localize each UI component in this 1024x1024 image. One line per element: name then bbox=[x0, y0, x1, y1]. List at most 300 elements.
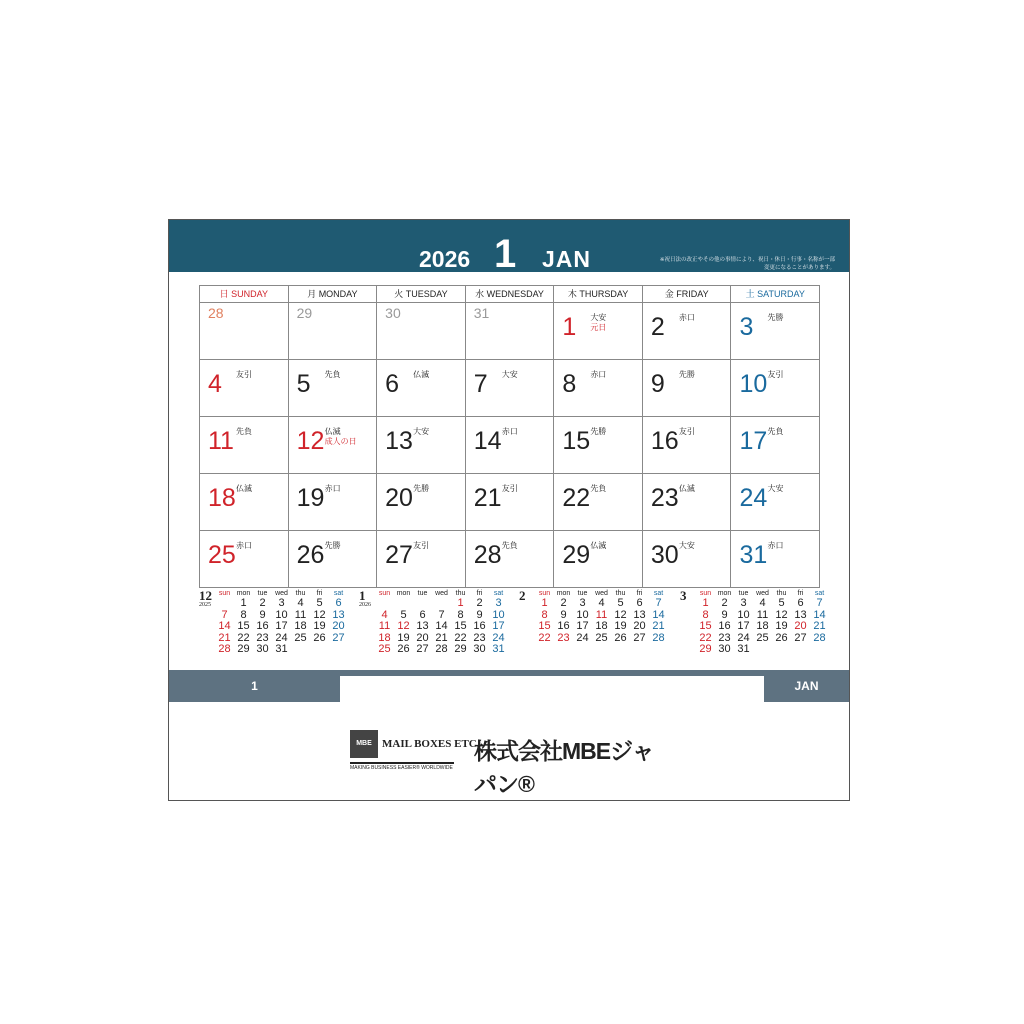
mini-weekday: wed bbox=[595, 589, 608, 597]
weekday-header: 土 SATURDAY bbox=[730, 286, 820, 302]
mini-day: 12 bbox=[397, 620, 410, 632]
day-number: 8 bbox=[562, 370, 577, 398]
mini-day: 2 bbox=[259, 597, 266, 609]
mini-day: 2 bbox=[721, 597, 728, 609]
mini-day: 27 bbox=[794, 631, 807, 644]
day-cell[interactable] bbox=[199, 360, 288, 416]
mini-month-number: 1 bbox=[359, 588, 366, 603]
mini-day: 8 bbox=[240, 608, 247, 621]
mini-day: 21 bbox=[813, 620, 826, 632]
day-cell[interactable] bbox=[465, 474, 554, 530]
mini-day: 3 bbox=[278, 597, 285, 609]
mini-day bbox=[413, 598, 432, 610]
day-cell[interactable] bbox=[730, 531, 820, 587]
mini-day: 13 bbox=[332, 608, 345, 621]
mini-day: 13 bbox=[794, 608, 807, 621]
mini-day: 12 bbox=[614, 608, 627, 621]
mini-day: 5 bbox=[778, 597, 785, 609]
day-cell[interactable] bbox=[553, 531, 642, 587]
mini-weekday: wed bbox=[756, 589, 769, 597]
mini-day bbox=[215, 598, 234, 610]
rokuyo-label: 赤口 bbox=[324, 484, 341, 493]
mini-day: 24 bbox=[492, 631, 505, 644]
mini-day bbox=[329, 644, 348, 656]
mini-day: 27 bbox=[416, 643, 429, 655]
rokuyo-label: 先負 bbox=[501, 541, 518, 550]
day-number: 1 bbox=[562, 313, 577, 341]
day-number: 4 bbox=[208, 370, 222, 398]
mini-day: 16 bbox=[256, 620, 269, 632]
rokuyo-label: 赤口 bbox=[501, 427, 518, 436]
mini-day: 21 bbox=[435, 631, 448, 644]
mini-day: 4 bbox=[297, 597, 304, 609]
day-cell[interactable] bbox=[730, 417, 820, 473]
day-number: 6 bbox=[385, 370, 400, 398]
rokuyo-label: 赤口 bbox=[767, 541, 784, 550]
rokuyo-label: 仏滅 bbox=[590, 541, 607, 550]
mini-day: 18 bbox=[595, 620, 608, 632]
mini-day: 25 bbox=[378, 643, 391, 655]
mini-weekday: fri bbox=[476, 589, 483, 597]
mini-day: 29 bbox=[237, 643, 250, 655]
day-number: 15 bbox=[562, 427, 591, 455]
day-cell[interactable] bbox=[288, 360, 377, 416]
rokuyo-label: 仏滅 bbox=[413, 370, 430, 379]
mini-day: 7 bbox=[438, 608, 445, 621]
weekday-header: 月 MONDAY bbox=[288, 286, 377, 302]
mini-day: 28 bbox=[435, 643, 448, 655]
day-number: 31 bbox=[473, 305, 490, 321]
day-number: 28 bbox=[208, 305, 224, 321]
mini-weekday: sun bbox=[699, 589, 712, 597]
day-cell[interactable] bbox=[288, 417, 377, 473]
mini-day bbox=[753, 644, 772, 656]
mini-day bbox=[375, 598, 394, 610]
mini-day: 7 bbox=[816, 597, 823, 609]
rokuyo-label: 大安 bbox=[590, 313, 607, 322]
mini-day bbox=[791, 644, 810, 656]
mini-day: 31 bbox=[275, 643, 288, 655]
mini-day: 7 bbox=[221, 608, 228, 621]
mini-day: 8 bbox=[457, 608, 464, 621]
mini-day: 19 bbox=[775, 620, 788, 632]
mini-day: 2 bbox=[560, 597, 567, 609]
mini-weekday: wed bbox=[275, 589, 288, 597]
rokuyo-label: 大安 bbox=[413, 427, 430, 436]
mini-year: 2025 bbox=[199, 602, 211, 608]
mini-day: 18 bbox=[756, 620, 769, 632]
mini-month-number: 12 bbox=[199, 588, 212, 603]
day-cell[interactable] bbox=[642, 417, 731, 473]
mini-day: 23 bbox=[557, 631, 570, 644]
mini-day: 11 bbox=[294, 608, 307, 621]
mini-weekday: thu bbox=[776, 589, 787, 597]
mini-calendar bbox=[199, 588, 349, 660]
day-cell[interactable] bbox=[376, 417, 465, 473]
rokuyo-label: 先勝 bbox=[678, 370, 695, 379]
mini-day: 18 bbox=[294, 620, 307, 632]
day-number: 11 bbox=[208, 427, 234, 455]
day-cell[interactable] bbox=[376, 303, 465, 359]
rokuyo-label: 先勝 bbox=[324, 541, 341, 550]
day-cell[interactable] bbox=[553, 474, 642, 530]
day-number: 14 bbox=[473, 427, 502, 455]
weekday-header: 金 FRIDAY bbox=[642, 286, 731, 302]
mini-day: 22 bbox=[538, 631, 551, 644]
day-number: 30 bbox=[650, 541, 679, 569]
rokuyo-label: 先勝 bbox=[767, 313, 784, 322]
month-grid bbox=[199, 285, 820, 584]
mini-day: 17 bbox=[492, 620, 505, 632]
mini-calendar bbox=[680, 588, 830, 660]
mini-weekday: mon bbox=[556, 589, 571, 597]
mini-day: 7 bbox=[655, 597, 662, 609]
mini-day: 6 bbox=[419, 608, 426, 621]
rokuyo-label: 大安 bbox=[678, 541, 695, 550]
mini-calendar bbox=[519, 588, 669, 660]
day-cell[interactable] bbox=[288, 531, 377, 587]
mini-day: 17 bbox=[737, 620, 750, 632]
mini-weekday: tue bbox=[738, 589, 749, 597]
mini-weekday: thu bbox=[615, 589, 626, 597]
mini-day: 26 bbox=[313, 631, 326, 644]
rokuyo-label: 先負 bbox=[590, 484, 607, 493]
weeks-container bbox=[199, 303, 820, 588]
mini-weekday: mon bbox=[236, 589, 251, 597]
day-number: 19 bbox=[296, 484, 325, 512]
day-number: 12 bbox=[296, 427, 325, 455]
day-cell[interactable] bbox=[465, 360, 554, 416]
mbe-logo-mark: MBE bbox=[350, 730, 378, 758]
day-cell[interactable] bbox=[730, 303, 820, 359]
mini-weekday: sun bbox=[218, 589, 231, 597]
day-number: 16 bbox=[650, 427, 679, 455]
day-cell[interactable] bbox=[199, 531, 288, 587]
mini-day: 27 bbox=[332, 631, 345, 644]
mini-calendar-table bbox=[696, 588, 829, 656]
mini-day: 19 bbox=[313, 620, 326, 632]
mini-day: 31 bbox=[737, 643, 750, 655]
day-number: 30 bbox=[385, 305, 401, 321]
mini-day: 29 bbox=[454, 643, 467, 655]
mini-day: 10 bbox=[576, 608, 589, 621]
rokuyo-label: 友引 bbox=[413, 541, 430, 550]
mini-day: 28 bbox=[652, 631, 665, 644]
mini-day: 15 bbox=[454, 620, 467, 632]
week-row bbox=[199, 303, 820, 360]
mini-day: 16 bbox=[718, 620, 731, 632]
mini-day: 4 bbox=[381, 608, 388, 621]
day-number: 3 bbox=[739, 313, 754, 341]
day-cell[interactable] bbox=[642, 360, 731, 416]
day-number: 23 bbox=[650, 484, 679, 512]
mini-month-number: 3 bbox=[680, 588, 687, 603]
header-note: ※祝日法の改正やその他の事情により、祝日・休日・行事・名称が一部変更になることがあります。 bbox=[659, 257, 835, 271]
mini-day: 12 bbox=[313, 608, 326, 621]
mini-day: 9 bbox=[560, 608, 567, 621]
day-number: 9 bbox=[650, 370, 665, 398]
mini-day: 21 bbox=[218, 631, 231, 644]
day-cell[interactable] bbox=[199, 474, 288, 530]
mini-day: 4 bbox=[759, 597, 766, 609]
day-cell[interactable] bbox=[288, 474, 377, 530]
mini-day: 2 bbox=[476, 597, 483, 609]
mini-weekday: fri bbox=[636, 589, 643, 597]
mini-weekday: thu bbox=[295, 589, 306, 597]
holiday-label: 元日 bbox=[590, 323, 607, 332]
mini-calendar-table bbox=[375, 588, 508, 656]
weekday-header: 水 WEDNESDAY bbox=[465, 286, 554, 302]
mini-calendar bbox=[359, 588, 509, 660]
mini-month-number: 2 bbox=[519, 588, 526, 603]
rokuyo-label: 赤口 bbox=[590, 370, 607, 379]
mini-day: 15 bbox=[538, 620, 551, 632]
mini-day: 5 bbox=[617, 597, 624, 609]
mini-day bbox=[394, 598, 413, 610]
rokuyo-label: 先勝 bbox=[590, 427, 607, 436]
mini-day: 19 bbox=[397, 631, 410, 644]
mini-day: 17 bbox=[576, 620, 589, 632]
mini-day: 28 bbox=[813, 631, 826, 644]
footer-bar bbox=[340, 670, 764, 676]
rokuyo-label: 先負 bbox=[324, 370, 341, 379]
day-cell[interactable] bbox=[376, 360, 465, 416]
mini-day: 25 bbox=[294, 631, 307, 644]
calendar-header bbox=[169, 220, 849, 276]
mini-day: 30 bbox=[473, 643, 486, 655]
company-name: 株式会社MBEジャパン® bbox=[474, 738, 654, 797]
rokuyo-label: 仏滅 bbox=[236, 484, 252, 493]
mini-calendar-table bbox=[535, 588, 668, 644]
day-number: 2 bbox=[650, 313, 665, 341]
rokuyo-label: 仏滅 bbox=[324, 427, 341, 436]
mini-weekday: fri bbox=[797, 589, 804, 597]
mini-day: 20 bbox=[416, 631, 429, 644]
mini-day: 25 bbox=[756, 631, 769, 644]
mini-day: 14 bbox=[218, 620, 231, 632]
day-number: 31 bbox=[739, 541, 768, 569]
day-number: 7 bbox=[473, 370, 488, 398]
rokuyo-label: 友引 bbox=[236, 370, 252, 379]
mini-day: 21 bbox=[652, 620, 665, 632]
mini-weekday: sun bbox=[538, 589, 551, 597]
day-cell[interactable] bbox=[553, 303, 642, 359]
mini-day: 15 bbox=[237, 620, 250, 632]
mini-day: 26 bbox=[614, 631, 627, 644]
mini-day: 6 bbox=[636, 597, 643, 609]
mini-day: 30 bbox=[256, 643, 269, 655]
rokuyo-label: 友引 bbox=[678, 427, 695, 436]
day-number: 29 bbox=[562, 541, 591, 569]
day-number: 10 bbox=[739, 370, 768, 398]
mini-weekday: mon bbox=[396, 589, 411, 597]
mini-day: 1 bbox=[541, 597, 548, 609]
mini-day: 3 bbox=[740, 597, 747, 609]
mini-weekday: thu bbox=[455, 589, 466, 597]
week-row bbox=[199, 531, 820, 588]
rokuyo-label: 仏滅 bbox=[678, 484, 695, 493]
mini-day: 5 bbox=[316, 597, 323, 609]
mini-weekday: sat bbox=[814, 589, 825, 597]
day-cell[interactable] bbox=[465, 303, 554, 359]
mini-day: 26 bbox=[775, 631, 788, 644]
day-cell[interactable] bbox=[553, 360, 642, 416]
weekday-header: 木 THURSDAY bbox=[553, 286, 642, 302]
day-number: 20 bbox=[385, 484, 413, 512]
rokuyo-label: 友引 bbox=[501, 484, 518, 493]
day-number: 21 bbox=[473, 484, 502, 512]
day-cell[interactable] bbox=[199, 303, 288, 359]
rokuyo-label: 友引 bbox=[767, 370, 784, 379]
day-cell[interactable] bbox=[730, 474, 820, 530]
mbe-tagline: MAKING BUSINESS EASIER® WORLDWIDE bbox=[350, 762, 454, 771]
day-cell[interactable] bbox=[199, 417, 288, 473]
mini-weekday: sat bbox=[493, 589, 504, 597]
mini-day: 6 bbox=[335, 597, 342, 609]
mini-day bbox=[291, 644, 310, 656]
footer-month-number: 1 bbox=[169, 670, 340, 702]
mini-day: 31 bbox=[492, 643, 505, 655]
mini-weekday: tue bbox=[577, 589, 588, 597]
day-number: 13 bbox=[385, 427, 413, 455]
calendar-sheet bbox=[168, 219, 850, 801]
mini-day: 14 bbox=[652, 608, 665, 621]
rokuyo-label: 赤口 bbox=[678, 313, 695, 322]
day-cell[interactable] bbox=[376, 474, 465, 530]
mini-day: 23 bbox=[473, 631, 486, 644]
header-month-number: 1 bbox=[494, 232, 517, 276]
mini-weekday: mon bbox=[717, 589, 732, 597]
day-number: 18 bbox=[208, 484, 236, 512]
mini-day: 25 bbox=[595, 631, 608, 644]
mini-day: 11 bbox=[595, 608, 608, 621]
day-cell[interactable] bbox=[642, 531, 731, 587]
day-cell[interactable] bbox=[730, 360, 820, 416]
company-logo bbox=[350, 726, 670, 797]
day-number: 5 bbox=[296, 370, 311, 398]
day-number: 29 bbox=[296, 305, 313, 321]
week-row bbox=[199, 360, 820, 417]
mini-day: 1 bbox=[702, 597, 709, 609]
mini-day: 20 bbox=[332, 620, 345, 632]
mini-day: 20 bbox=[633, 620, 646, 632]
mbe-brand-name: MAIL BOXES ETC. bbox=[382, 738, 480, 750]
mini-day: 1 bbox=[240, 597, 247, 609]
mini-day bbox=[772, 644, 791, 656]
rokuyo-label: 大安 bbox=[501, 370, 518, 379]
mini-day: 10 bbox=[492, 608, 505, 621]
mini-weekday: sat bbox=[653, 589, 664, 597]
mini-day bbox=[432, 598, 451, 610]
day-number: 17 bbox=[739, 427, 768, 455]
mini-day: 4 bbox=[598, 597, 605, 609]
rokuyo-label: 大安 bbox=[767, 484, 784, 493]
day-cell[interactable] bbox=[553, 417, 642, 473]
rokuyo-label: 先負 bbox=[236, 427, 252, 436]
mini-day: 15 bbox=[699, 620, 712, 632]
week-row bbox=[199, 474, 820, 531]
header-month-name: JAN bbox=[542, 246, 592, 272]
mini-day: 19 bbox=[614, 620, 627, 632]
rokuyo-label: 先負 bbox=[767, 427, 784, 436]
mini-day: 26 bbox=[397, 643, 410, 655]
header-year: 2026 bbox=[419, 246, 471, 272]
mini-day: 1 bbox=[457, 597, 464, 609]
day-cell[interactable] bbox=[376, 531, 465, 587]
mini-day: 10 bbox=[737, 608, 750, 621]
footer-month-name: JAN bbox=[764, 670, 849, 702]
mini-weekday: sun bbox=[378, 589, 391, 597]
mini-weekday: fri bbox=[316, 589, 323, 597]
day-number: 28 bbox=[473, 541, 502, 569]
mini-day: 9 bbox=[476, 608, 483, 621]
mini-day: 13 bbox=[416, 620, 429, 632]
mini-day: 13 bbox=[633, 608, 646, 621]
mini-day: 14 bbox=[435, 620, 448, 632]
day-cell[interactable] bbox=[288, 303, 377, 359]
mini-calendars bbox=[199, 588, 839, 660]
mini-day: 28 bbox=[218, 643, 231, 655]
mini-day: 8 bbox=[541, 608, 548, 621]
weekday-header-row bbox=[199, 286, 820, 303]
mini-day: 20 bbox=[794, 620, 807, 632]
mini-weekday: tue bbox=[257, 589, 268, 597]
holiday-label: 成人の日 bbox=[324, 437, 357, 446]
mini-day: 16 bbox=[557, 620, 570, 632]
mini-weekday: tue bbox=[417, 589, 428, 597]
mini-weekday: sat bbox=[333, 589, 344, 597]
mini-day: 14 bbox=[813, 608, 826, 621]
mini-day: 10 bbox=[275, 608, 288, 621]
mini-day: 3 bbox=[495, 597, 502, 609]
weekday-header: 日 SUNDAY bbox=[199, 286, 288, 302]
mini-day: 24 bbox=[275, 631, 288, 644]
mini-day: 16 bbox=[473, 620, 486, 632]
day-cell[interactable] bbox=[465, 417, 554, 473]
mini-day: 24 bbox=[576, 631, 589, 644]
mini-day: 22 bbox=[699, 631, 712, 644]
mini-day: 6 bbox=[797, 597, 804, 609]
mini-day: 12 bbox=[775, 608, 788, 621]
mini-day: 22 bbox=[237, 631, 250, 644]
mini-day: 27 bbox=[633, 631, 646, 644]
mini-day: 3 bbox=[579, 597, 586, 609]
mini-day: 23 bbox=[718, 631, 731, 644]
mini-day: 22 bbox=[454, 631, 467, 644]
mini-calendar-table bbox=[215, 588, 348, 656]
mini-day: 18 bbox=[378, 631, 391, 644]
mini-day: 9 bbox=[721, 608, 728, 621]
day-number: 26 bbox=[296, 541, 325, 569]
mini-day bbox=[310, 644, 329, 656]
day-cell[interactable] bbox=[642, 474, 731, 530]
day-cell[interactable] bbox=[642, 303, 731, 359]
day-cell[interactable] bbox=[465, 531, 554, 587]
mini-day: 11 bbox=[756, 608, 769, 621]
mini-day: 5 bbox=[400, 608, 407, 621]
mini-day: 29 bbox=[699, 643, 712, 655]
mini-day: 8 bbox=[702, 608, 709, 621]
day-number: 27 bbox=[385, 541, 413, 569]
mini-day bbox=[810, 644, 829, 656]
week-row bbox=[199, 417, 820, 474]
day-number: 25 bbox=[208, 541, 236, 569]
mini-day: 9 bbox=[259, 608, 266, 621]
mini-year: 2026 bbox=[359, 602, 371, 608]
rokuyo-label: 赤口 bbox=[236, 541, 252, 550]
weekday-header: 火 TUESDAY bbox=[376, 286, 465, 302]
rokuyo-label: 先勝 bbox=[413, 484, 430, 493]
